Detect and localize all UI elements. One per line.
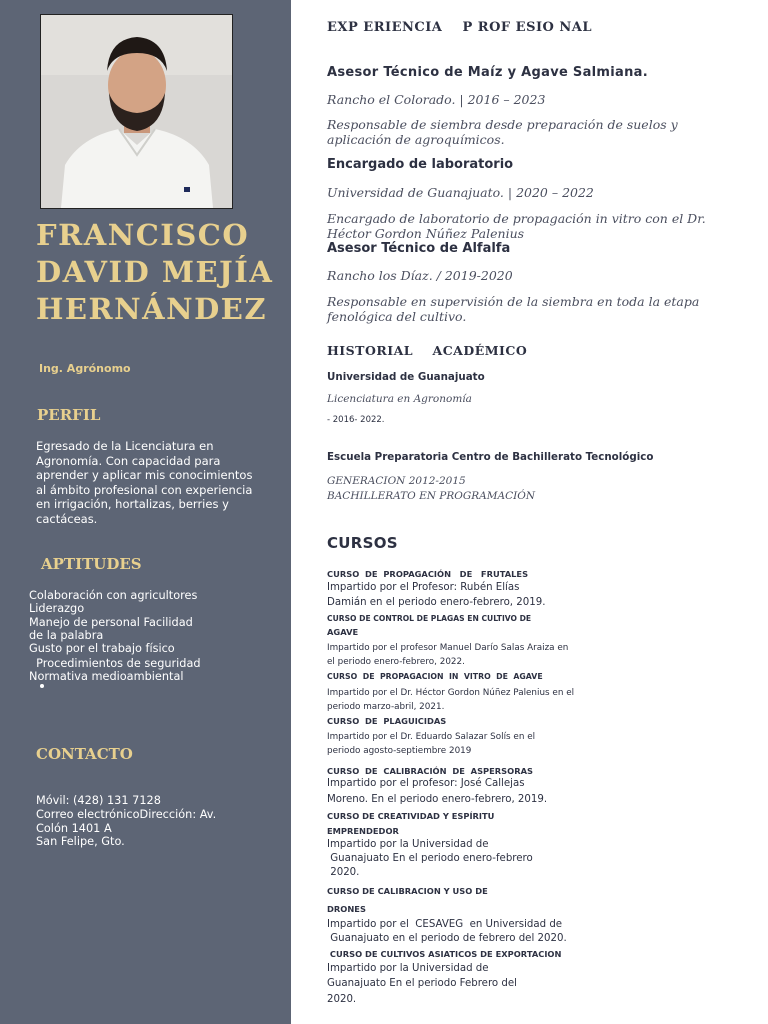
course-title: DRONES [327,904,366,914]
aptitude-item: Procedimientos de seguridad [29,657,201,670]
name-line-3: HERNÁNDEZ [36,292,268,326]
course-desc-line: Moreno. En el periodo enero-febrero, 2019. [327,794,548,805]
course-desc-line: Guanajuato En el periodo Febrero del [327,978,517,989]
experience-heading: EXP ERIENCIA P ROF ESIO NAL [327,20,593,35]
course-title: CURSO DE CREATIVIDAD Y ESPÍRITU [327,811,495,821]
course-desc-line: Impartido por la Universidad de [327,839,489,850]
course-title: CURSO DE PROPAGACIÓN DE FRUTALES [327,569,529,579]
course-title: AGAVE [327,627,359,637]
contacto-heading: CONTACTO [36,745,133,763]
job-place: Rancho los Díaz. / 2019-2020 [327,268,513,283]
degree-name: Licenciatura en Agronomía [327,393,472,405]
course-desc-line: Guanajuato en el periodo de febrero del 2020. [327,933,567,944]
aptitude-item: Colaboración con agricultores [29,589,198,602]
perfil-heading: PERFIL [37,406,101,424]
perfil-line: al ámbito profesional con experiencia [36,482,253,497]
course-desc-line: periodo marzo-abril, 2021. [327,702,445,712]
school-name: Universidad de Guanajuato [327,371,485,383]
school-generation: GENERACION 2012-2015 [327,475,466,487]
course-title: CURSO DE CALIBRACIÓN DE ASPERSORAS [327,766,534,776]
aptitude-item: Liderazgo [29,602,85,615]
job-place: Rancho el Colorado. | 2016 – 2023 [327,92,546,107]
perfil-line: en irrigación, hortalizas, berries y [36,497,229,512]
course-desc-line: Damián en el periodo enero-febrero, 2019. [327,597,546,608]
name-line-2: DAVID MEJÍA [36,255,274,289]
contact-email-address: Correo electrónicoDirección: Av. [36,807,217,821]
job-desc-line: aplicación de agroquímicos. [327,132,505,147]
education-heading: HISTORIAL ACADÉMICO [327,343,528,358]
perfil-line: aprender y aplicar mis conocimientos [36,468,253,483]
aptitude-item: Gusto por el trabajo físico [29,642,175,655]
perfil-line: Egresado de la Licenciatura en [36,439,214,453]
full-name [36,217,286,328]
course-desc-line: Impartido por el Profesor: Rubén Elías [327,582,520,593]
sidebar [0,0,291,1024]
course-desc-line: periodo agosto-septiembre 2019 [327,746,472,756]
course-title: CURSO DE CULTIVOS ASIATICOS DE EXPORTACION [327,949,562,959]
school-name: Escuela Preparatoria Centro de Bachillerato Tecnológico [327,451,654,463]
contact-phone: Móvil: (428) 131 7128 [36,794,161,807]
job-title: Asesor Técnico de Alfalfa [327,241,511,256]
courses-heading: CURSOS [327,534,398,552]
bullet-dot [40,684,44,688]
course-title: CURSO DE CONTROL DE PLAGAS EN CULTIVO DE [327,614,532,623]
course-desc-line: Impartido por el profesor Manuel Darío Salas Araiza en [327,643,569,653]
profile-photo [40,14,233,209]
job-desc-line: Héctor Gordon Núñez Palenius [327,226,525,241]
job-title: Encargado de laboratorio [327,157,514,172]
degree-years: - 2016- 2022. [327,415,385,425]
job-subtitle: Ing. Agrónomo [39,362,131,375]
contact-city: San Felipe, Gto. [36,835,125,849]
perfil-text [36,439,266,527]
course-title: CURSO DE PROPAGACION IN VITRO DE AGAVE [327,672,543,681]
perfil-line: cactáceas. [36,511,98,526]
aptitudes-heading: APTITUDES [41,555,142,573]
aptitudes-list [29,589,279,683]
course-desc-line: Impartido por el profesor: José Callejas [327,778,525,789]
job-desc-line: Encargado de laboratorio de propagación in vitro con el Dr. [327,211,706,226]
job-desc-line: fenológica del cultivo. [327,309,467,324]
course-title: CURSO DE PLAGUICIDAS [327,716,447,726]
job-place: Universidad de Guanajuato. | 2020 – 2022 [327,185,594,200]
contact-info [36,794,276,849]
course-desc-line: Impartido por el Dr. Eduardo Salazar Solís en el [327,732,536,742]
job-desc-line: Responsable de siembra desde preparación de suelos y [327,117,678,132]
aptitude-item: Normativa medioambiental [29,670,184,683]
perfil-line: Agronomía. Con capacidad para [36,453,221,468]
name-line-1: FRANCISCO [36,218,250,252]
course-desc-line: Guanajuato En el periodo enero-febrero [327,853,533,864]
school-program: BACHILLERATO EN PROGRAMACIÓN [327,490,536,502]
aptitude-item: de la palabra [29,629,104,642]
job-desc-line: Responsable en supervisión de la siembra en toda la etapa [327,294,700,309]
course-desc-line: Impartido por el CESAVEG en Universidad de [327,919,563,930]
course-desc-line: Impartido por el Dr. Héctor Gordon Núñez Palenius en el [327,688,575,698]
aptitude-item: Manejo de personal Facilidad [29,616,193,629]
course-desc-line: el periodo enero-febrero, 2022. [327,657,465,667]
course-title: EMPRENDEDOR [327,826,399,836]
course-title: CURSO DE CALIBRACION Y USO DE [327,886,488,896]
course-desc-line: 2020. [327,994,357,1005]
course-desc-line: 2020. [327,867,360,878]
job-title: Asesor Técnico de Maíz y Agave Salmiana. [327,65,648,80]
course-desc-line: Impartido por la Universidad de [327,963,489,974]
contact-address-line: Colón 1401 A [36,821,112,835]
